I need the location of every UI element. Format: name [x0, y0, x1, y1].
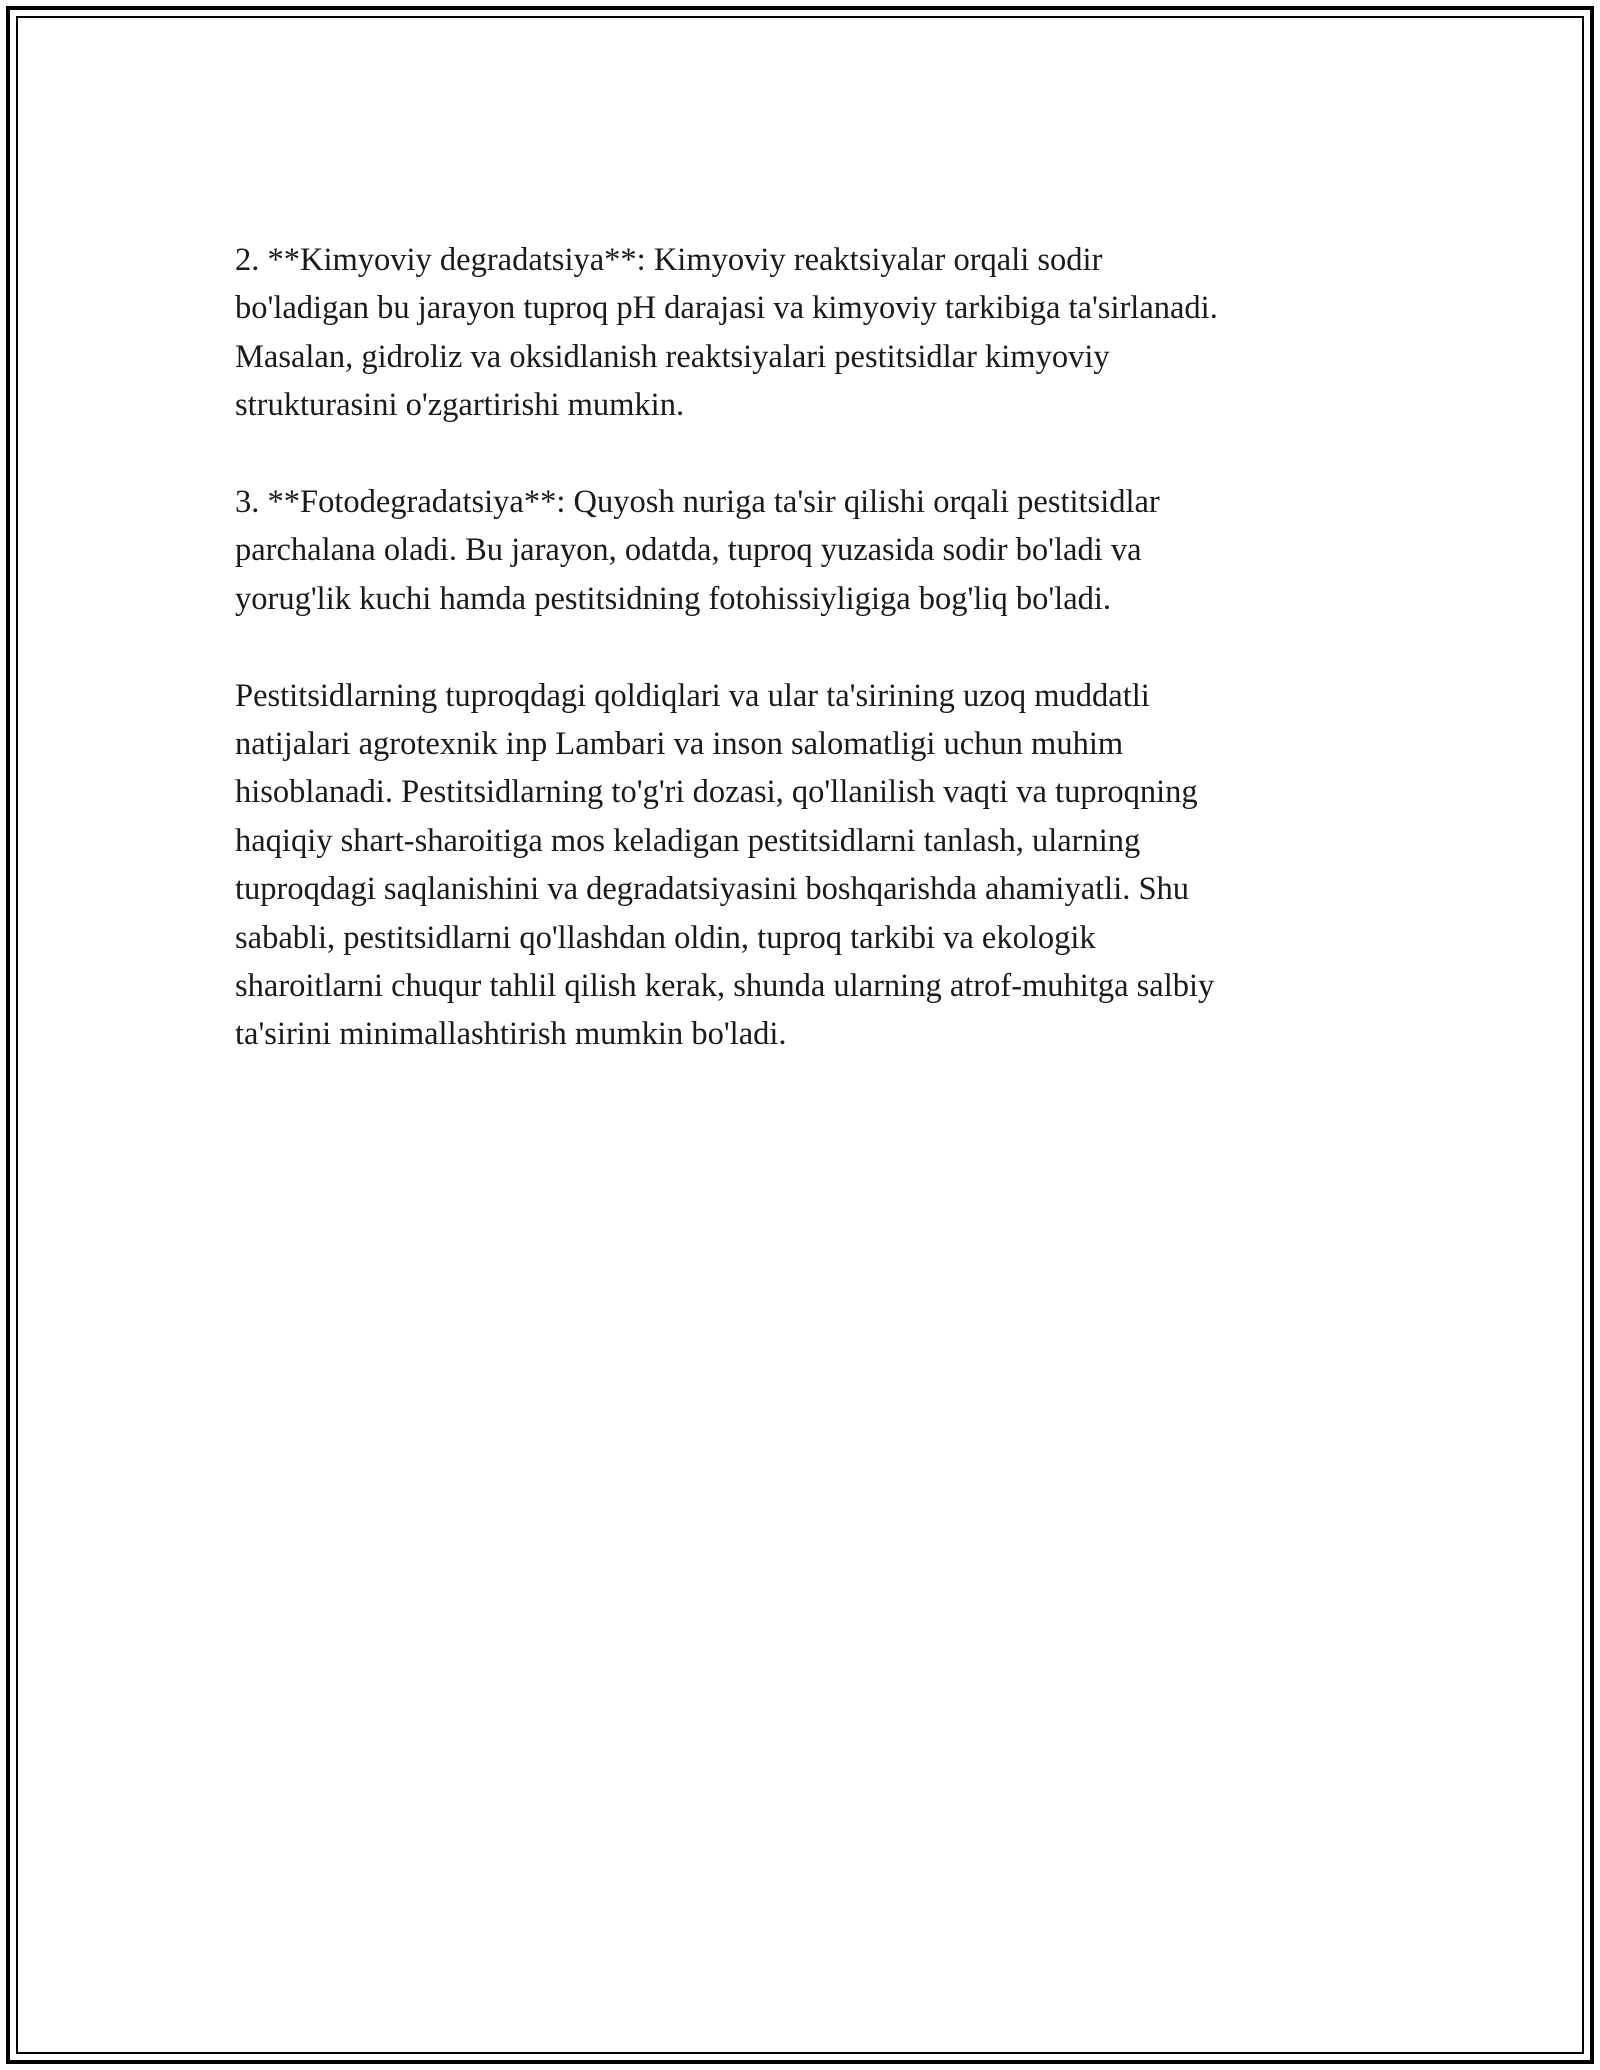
text-line: yorug'lik kuchi hamda pestitsidning fotohissiyligiga bog'liq bo'ladi.: [235, 580, 1112, 617]
document-body: [235, 236, 1365, 1107]
text-line: tuproqdagi saqlanishini va degradatsiyasini boshqarishda ahamiyatli. Shu: [235, 871, 1190, 908]
text-line: haqiqiy shart-sharoitiga mos keladigan pestitsidlarni tanlash, ularning: [235, 822, 1141, 859]
text-line: sharoitlarni chuqur tahlil qilish kerak, shunda ularning atrof-muhitga salbiy: [235, 968, 1215, 1005]
text-line: 3. **Fotodegradatsiya**: Quyosh nuriga ta'sir qilishi orqali pestitsidlar: [235, 484, 1160, 521]
paragraph-chemical-degradation: [235, 236, 1365, 430]
text-line: strukturasini o'zgartirishi mumkin.: [235, 387, 685, 424]
text-line: sababli, pestitsidlarni qo'llashdan oldin, tuproq tarkibi va ekologik: [235, 919, 1096, 956]
text-line: hisoblanadi. Pestitsidlarning to'g'ri dozasi, qo'llanilish vaqti va tuproqning: [235, 774, 1198, 811]
text-line: natijalari agrotexnik inp Lambari va inson salomatligi uchun muhim: [235, 726, 1124, 763]
paragraph-photodegradation: [235, 478, 1365, 623]
text-line: Pestitsidlarning tuproqdagi qoldiqlari va ular ta'sirining uzoq muddatli: [235, 677, 1150, 714]
text-line: ta'sirini minimallashtirish mumkin bo'ladi.: [235, 1016, 787, 1053]
text-line: parchalana oladi. Bu jarayon, odatda, tuproq yuzasida sodir bo'ladi va: [235, 532, 1142, 569]
text-line: bo'ladigan bu jarayon tuproq pH darajasi va kimyoviy tarkibiga ta'sirlanadi.: [235, 290, 1218, 327]
text-line: Masalan, gidroliz va oksidlanish reaktsiyalari pestitsidlar kimyoviy: [235, 338, 1110, 375]
text-line: 2. **Kimyoviy degradatsiya**: Kimyoviy reaktsiyalar orqali sodir: [235, 242, 1103, 278]
paragraph-conclusion: [235, 672, 1365, 1059]
